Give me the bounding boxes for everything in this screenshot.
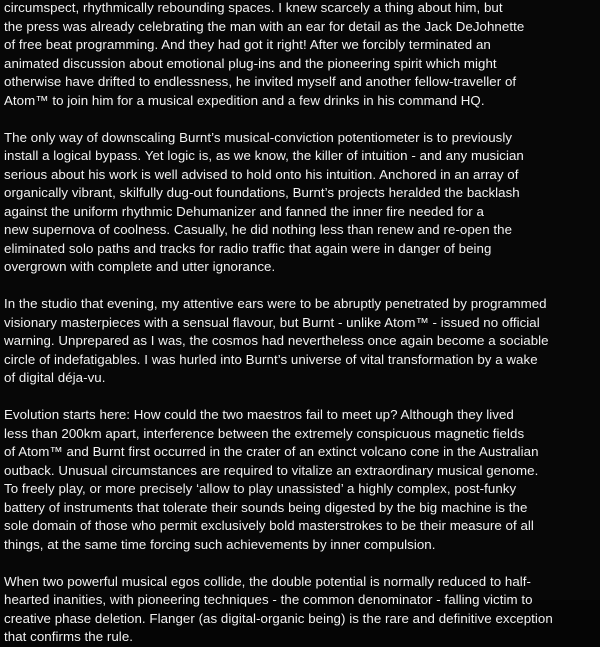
article-text: [4, 0, 592, 647]
text-line: of free beat programming. And they had got it right! After we forcibly terminated an: [4, 37, 491, 52]
text-line: otherwise have drifted to endlessness, he invited myself and another fellow-traveller of: [4, 74, 517, 89]
paragraph-spacer: [4, 277, 592, 296]
paragraph-4: [4, 406, 592, 554]
text-line: eliminated solo paths and tracks for radio traffic that again were in danger of being: [4, 240, 492, 256]
text-line: battery of instruments that tolerate their sounds being digested by the big machine is the: [4, 499, 528, 515]
text-line: warning. Unprepared as I was, the cosmos had nevertheless once again become a sociable: [4, 333, 549, 348]
paragraph-spacer: [4, 554, 592, 573]
text-line: creative phase deletion. Flanger (as digital-organic being) is the rare and definitive exception: [4, 610, 553, 626]
paragraph-spacer: [4, 110, 592, 129]
text-line: When two powerful musical egos collide, the double potential is normally reduced to half-: [4, 573, 532, 589]
text-line: Evolution starts here: How could the two maestros fail to meet up? Although they lived: [4, 407, 514, 422]
text-line: install a logical bypass. Yet logic is, as we know, the killer of intuition - and any musician: [4, 148, 524, 163]
text-line: less than 200km apart, interference between the extremely conspicuous magnetic fields: [4, 425, 525, 441]
text-line: circumspect, rhythmically rebounding spaces. I knew scarcely a thing about him, but: [4, 0, 503, 15]
text-line: serious about his work is well advised to hold onto his intuition. Anchored in an array of: [4, 166, 519, 182]
text-line: sole domain of those who permit exclusively bold masterstrokes to be their measure of all: [4, 518, 534, 533]
text-line: hearted inanities, with pioneering techniques - the common denominator - falling victim to: [4, 592, 533, 607]
paragraph-3: [4, 295, 592, 388]
text-line: Atom™ to join him for a musical expedition and a few drinks in his command HQ.: [4, 92, 485, 108]
text-line: circle of indefatigables. I was hurled into Burnt’s universe of vital transformation by a wake: [4, 351, 538, 367]
text-line: that confirms the rule.: [4, 629, 134, 644]
text-line: animated discussion about emotional plug-ins and the pioneering spirit which might: [4, 55, 497, 71]
text-line: things, at the same time forcing such achievements by inner compulsion.: [4, 536, 436, 552]
paragraph-spacer: [4, 388, 592, 407]
text-line: against the uniform rhythmic Dehumanizer and fanned the inner fire needed for a: [4, 203, 484, 219]
text-line: In the studio that evening, my attentive ears were to be abruptly penetrated by programmed: [4, 296, 547, 311]
text-line: the press was already celebrating the man with an ear for detail as the Jack DeJohnette: [4, 18, 525, 34]
text-line: organically vibrant, skilfully dug-out foundations, Burnt’s projects heralded the backlash: [4, 185, 520, 200]
text-line: of digital déja-vu.: [4, 370, 106, 385]
text-line: outback. Unusual circumstances are required to vitalize an extraordinary musical genome.: [4, 462, 539, 478]
text-line: The only way of downscaling Burnt’s musical-conviction potentiometer is to previously: [4, 129, 513, 145]
paragraph-1: [4, 0, 592, 110]
paragraph-2: [4, 129, 592, 277]
paragraph-5: [4, 573, 592, 647]
text-line: visionary masterpieces with a sensual flavour, but Burnt - unlike Atom™ - issued no official: [4, 314, 540, 330]
text-line: new supernova of coolness. Casually, he did nothing less than renew and re-open the: [4, 222, 513, 237]
text-line: of Atom™ and Burnt first occurred in the crater of an extinct volcano cone in the Australian: [4, 444, 539, 459]
text-line: To freely play, or more precisely ‘allow to play unassisted’ a highly complex, post-funky: [4, 481, 517, 496]
text-line: overgrown with complete and utter ignorance.: [4, 259, 276, 274]
